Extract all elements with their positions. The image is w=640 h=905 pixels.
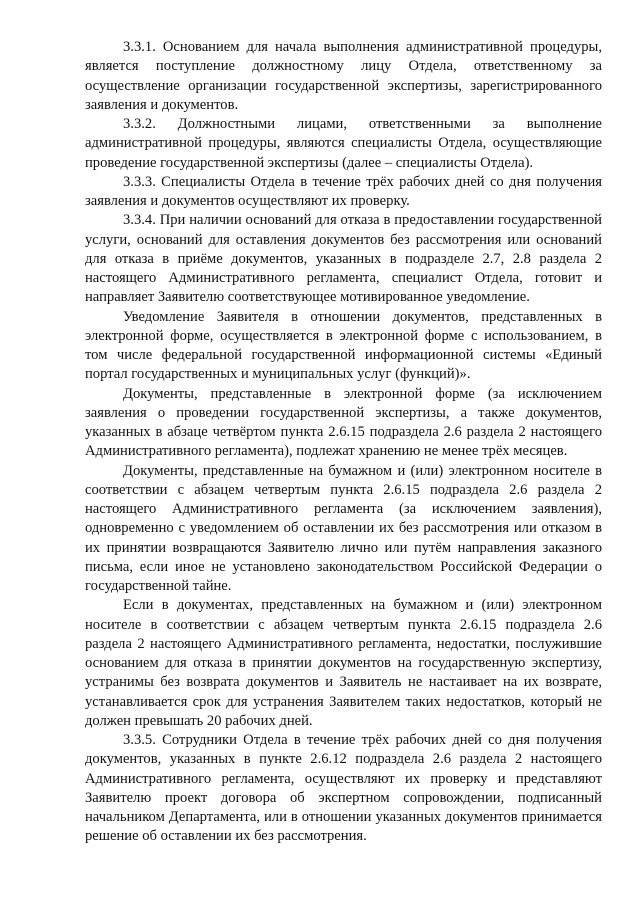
paragraph-paper-documents: Документы, представленные на бумажном и (или) электронном носителе в соответствии с абзацем четвертым пункта 2.6.15 подраздела 2.6 раздела 2 настоящего Административного регламента (за исключением заявления), одновременно с уведомлением об оставлении их без рассмотрения или отказом в их принятии возвращаются Заявителю лично или путём направления заказного письма, если иное не установлено законодательством Российской Федерации о государственной тайне. <box>85 462 602 594</box>
paragraph-3-3-4: 3.3.4. При наличии оснований для отказа в предоставлении государственной услуги, оснований для оставления документов без рассмотрения или оснований для отказа в приёме документов, указанных в подразделе 2.7, 2.8 раздела 2 настоящего Административного регламента, специалист Отдела, готовит и направляет Заявителю соответствующее мотивированное уведомление. <box>85 212 602 306</box>
paragraph-notification: Уведомление Заявителя в отношении документов, представленных в электронной форме, осуществляется в электронной форме с использованием, в том числе федеральной государственной информационной системы «Единый портал государственных и муниципальных услуг (функций)». <box>85 308 602 383</box>
paragraph-deficiencies: Если в документах, представленных на бумажном и (или) электронном носителе в соответствии с абзацем четвертым пункта 2.6.15 подраздела 2.6 раздела 2 настоящего Административного регламента, недостатки, послужившие основанием для отказа в принятии документов на государственную экспертизу, устранимы без возврата документов и Заявитель не настаивает на их возврате, устанавливается срок для устранения Заявителем таких недостатков, который не должен превышать 20 рабочих дней. <box>85 597 602 729</box>
paragraph-3-3-3: 3.3.3. Специалисты Отдела в течение трёх рабочих дней со дня получения заявления и документов осуществляют их проверку. <box>85 173 602 209</box>
paragraph-3-3-1: 3.3.1. Основанием для начала выполнения административной процедуры, является поступление должностному лицу Отдела, ответственному за осуществление организации государственной экспертизы, зарегистрированного заявления и документов. <box>85 39 602 113</box>
paragraph-3-3-2: 3.3.2. Должностными лицами, ответственными за выполнение административной процедуры, являются специалисты Отдела, осуществляющие проведение государственной экспертизы (далее – специалисты Отдела). <box>85 116 602 171</box>
document-page <box>85 38 602 847</box>
paragraph-3-3-5: 3.3.5. Сотрудники Отдела в течение трёх рабочих дней со дня получения документов, указанных в пункте 2.6.12 подраздела 2.6 раздела 2 настоящего Административного регламента, осуществляют их проверку и представляют Заявителю проект договора об экспертном сопровождении, подписанный начальником Департамента, или в отношении указанных документов принимается решение об оставлении их без рассмотрения. <box>85 732 602 845</box>
paragraph-electronic-documents: Документы, представленные в электронной форме (за исключением заявления о проведении государственной экспертизы, а также документов, указанных в абзаце четвёртом пункта 2.6.15 подраздела 2.6 раздела 2 настоящего Административного регламента), подлежат хранению не менее трёх месяцев. <box>85 385 602 460</box>
